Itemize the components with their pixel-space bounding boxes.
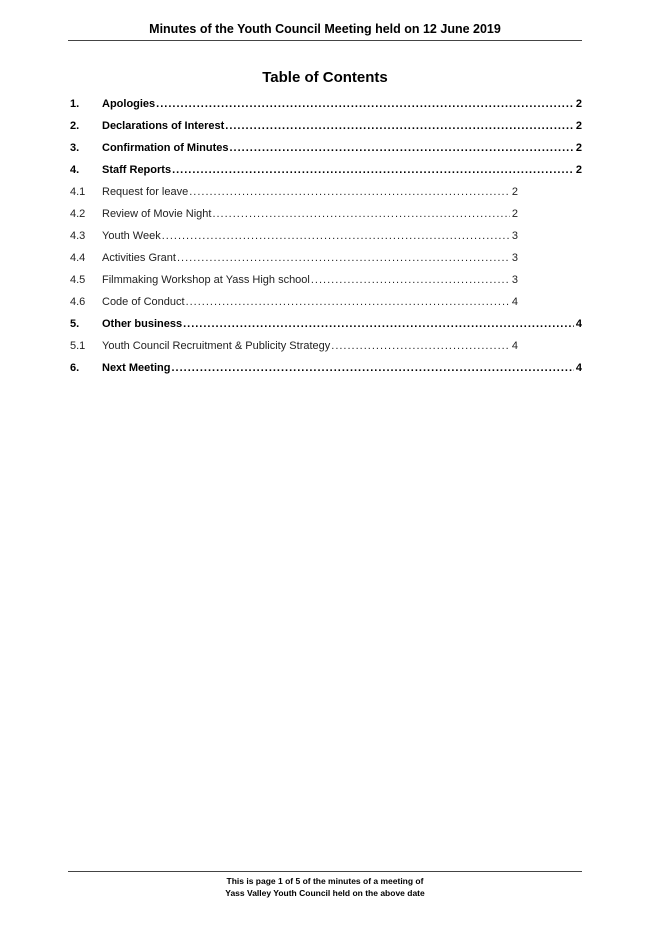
toc-entry-text: Review of Movie Night bbox=[102, 208, 212, 220]
toc-entry-page: 2 bbox=[575, 164, 582, 176]
toc-entry-number: 3. bbox=[70, 142, 80, 154]
toc-entry-text: Youth Council Recruitment & Publicity Strategy bbox=[102, 340, 331, 352]
toc-entry-line bbox=[102, 318, 582, 330]
toc-entry-page: 4 bbox=[575, 362, 582, 374]
toc-entry-number: 6. bbox=[70, 362, 80, 374]
toc-entry-page: 2 bbox=[575, 142, 582, 154]
toc-dot-leader bbox=[177, 252, 510, 264]
toc-entry-youth-week[interactable] bbox=[70, 227, 584, 249]
toc-dot-leader bbox=[186, 296, 510, 308]
toc-entry-text: Next Meeting bbox=[102, 362, 171, 374]
toc-entry-page: 4 bbox=[511, 340, 518, 352]
footer-divider bbox=[68, 871, 582, 872]
toc-entry-text: Youth Week bbox=[102, 230, 161, 242]
toc-entry-page: 2 bbox=[511, 186, 518, 198]
toc-entry-page: 3 bbox=[511, 274, 518, 286]
toc-entry-number: 1. bbox=[70, 98, 80, 110]
toc-entry-declarations-of-interest[interactable] bbox=[70, 117, 584, 139]
toc-entry-line bbox=[102, 252, 518, 264]
toc-entry-line bbox=[102, 296, 518, 308]
toc-dot-leader bbox=[183, 318, 574, 330]
toc-entry-number: 4. bbox=[70, 164, 80, 176]
toc-entry-text: Code of Conduct bbox=[102, 296, 185, 308]
toc-entry-text: Declarations of Interest bbox=[102, 120, 225, 132]
toc-dot-leader bbox=[189, 186, 510, 198]
toc-entry-page: 3 bbox=[511, 230, 518, 242]
toc-dot-leader bbox=[230, 142, 574, 154]
table-of-contents bbox=[70, 95, 584, 381]
toc-entry-line bbox=[102, 186, 518, 198]
toc-entry-number: 4.2 bbox=[70, 208, 86, 220]
toc-entry-line bbox=[102, 362, 582, 374]
toc-entry-other-business[interactable] bbox=[70, 315, 584, 337]
toc-dot-leader bbox=[225, 120, 574, 132]
toc-entry-number: 4.6 bbox=[70, 296, 86, 308]
toc-entry-activities-grant[interactable] bbox=[70, 249, 584, 271]
toc-entry-line bbox=[102, 274, 518, 286]
toc-entry-code-of-conduct[interactable] bbox=[70, 293, 584, 315]
toc-entry-text: Apologies bbox=[102, 98, 156, 110]
footer-line-2: Yass Valley Youth Council held on the above date bbox=[225, 888, 425, 898]
toc-dot-leader bbox=[162, 230, 510, 242]
toc-dot-leader bbox=[212, 208, 509, 220]
toc-entry-page: 4 bbox=[575, 318, 582, 330]
toc-entry-text: Confirmation of Minutes bbox=[102, 142, 229, 154]
toc-entry-number: 4.1 bbox=[70, 186, 86, 198]
toc-entry-line bbox=[102, 340, 518, 352]
toc-entry-page: 2 bbox=[575, 120, 582, 132]
header-divider bbox=[68, 40, 582, 41]
toc-entry-text: Staff Reports bbox=[102, 164, 172, 176]
toc-entry-text: Request for leave bbox=[102, 186, 189, 198]
footer-line-1: This is page 1 of 5 of the minutes of a meeting of bbox=[226, 876, 424, 886]
toc-entry-page: 2 bbox=[511, 208, 518, 220]
toc-entry-number: 5.1 bbox=[70, 340, 86, 352]
toc-entry-number: 5. bbox=[70, 318, 80, 330]
toc-entry-number: 4.4 bbox=[70, 252, 86, 264]
toc-entry-staff-reports[interactable] bbox=[70, 161, 584, 183]
toc-entry-request-for-leave[interactable] bbox=[70, 183, 584, 205]
toc-entry-line bbox=[102, 98, 582, 110]
toc-entry-number: 2. bbox=[70, 120, 80, 132]
toc-entry-line bbox=[102, 208, 518, 220]
toc-dot-leader bbox=[311, 274, 510, 286]
toc-entry-text: Filmmaking Workshop at Yass High school bbox=[102, 274, 310, 286]
toc-entry-review-of-movie-night[interactable] bbox=[70, 205, 584, 227]
toc-entry-number: 4.5 bbox=[70, 274, 86, 286]
toc-entry-page: 4 bbox=[511, 296, 518, 308]
toc-entry-next-meeting[interactable] bbox=[70, 359, 584, 381]
toc-dot-leader bbox=[331, 340, 510, 352]
page-header-title: Minutes of the Youth Council Meeting held on 12 June 2019 bbox=[149, 22, 501, 36]
toc-entry-text: Activities Grant bbox=[102, 252, 176, 264]
page-footer bbox=[68, 875, 582, 899]
toc-entry-line bbox=[102, 164, 582, 176]
toc-entry-confirmation-of-minutes[interactable] bbox=[70, 139, 584, 161]
toc-entry-filmmaking-workshop[interactable] bbox=[70, 271, 584, 293]
toc-dot-leader bbox=[172, 164, 574, 176]
toc-entry-page: 2 bbox=[575, 98, 582, 110]
toc-title: Table of Contents bbox=[262, 69, 388, 86]
toc-entry-number: 4.3 bbox=[70, 230, 86, 242]
toc-entry-recruitment-publicity-strategy[interactable] bbox=[70, 337, 584, 359]
toc-entry-text: Other business bbox=[102, 318, 183, 330]
toc-dot-leader bbox=[171, 362, 573, 374]
toc-entry-page: 3 bbox=[511, 252, 518, 264]
toc-entry-apologies[interactable] bbox=[70, 95, 584, 117]
toc-entry-line bbox=[102, 142, 582, 154]
toc-entry-line bbox=[102, 120, 582, 132]
toc-entry-line bbox=[102, 230, 518, 242]
toc-dot-leader bbox=[156, 98, 574, 110]
